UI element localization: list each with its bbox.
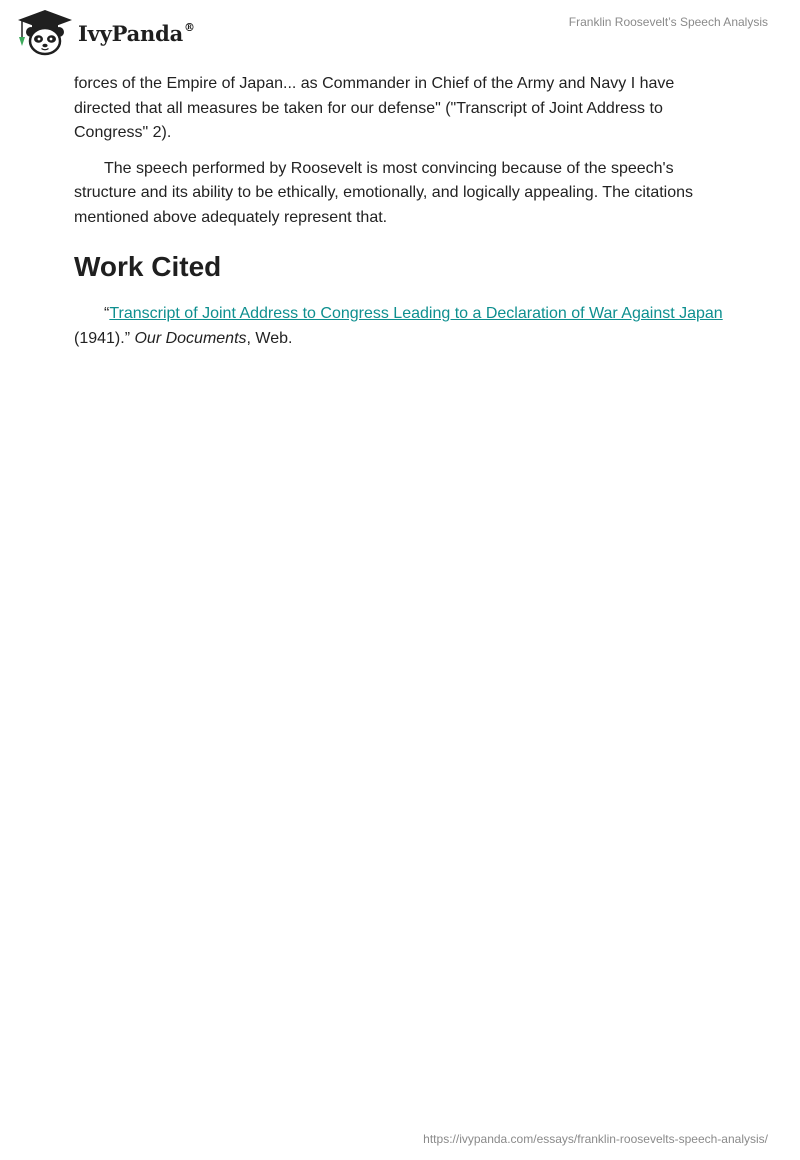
panda-graduate-icon (16, 8, 74, 56)
citation-entry (74, 302, 734, 351)
page-header (0, 0, 800, 62)
document-title: Franklin Roosevelt’s Speech Analysis (568, 15, 768, 29)
registered-mark: ® (184, 20, 195, 34)
works-cited-heading: Work Cited (74, 251, 222, 282)
citation-open-quote: “ (104, 305, 110, 322)
citation-source: Our Documents (134, 329, 247, 347)
citation-link[interactable]: Transcript of Joint Address to Congress Leading to a Declaration of War Against Japan (109, 305, 723, 322)
brand-name: IvyPanda® (78, 20, 195, 46)
ivypanda-logo[interactable] (16, 8, 195, 56)
citation-year: (1941).” (74, 329, 135, 347)
body-paragraph-1: forces of the Empire of Japan... as Commander in Chief of the Army and Navy I have directed that all measures be taken for our defense" ("Transcript of Joint Address to Congress" 2). (74, 75, 675, 141)
essay-content (74, 72, 734, 362)
citation-trailer: , Web. (246, 329, 293, 347)
footer-url[interactable]: https://ivypanda.com/essays/franklin-roosevelts-speech-analysis/ (423, 1132, 768, 1146)
body-paragraph-2: The speech performed by Roosevelt is most convincing because of the speech's structure and its ability to be ethically, emotionally, and logically appealing. The citations mentioned above adequately represent that. (74, 159, 694, 226)
